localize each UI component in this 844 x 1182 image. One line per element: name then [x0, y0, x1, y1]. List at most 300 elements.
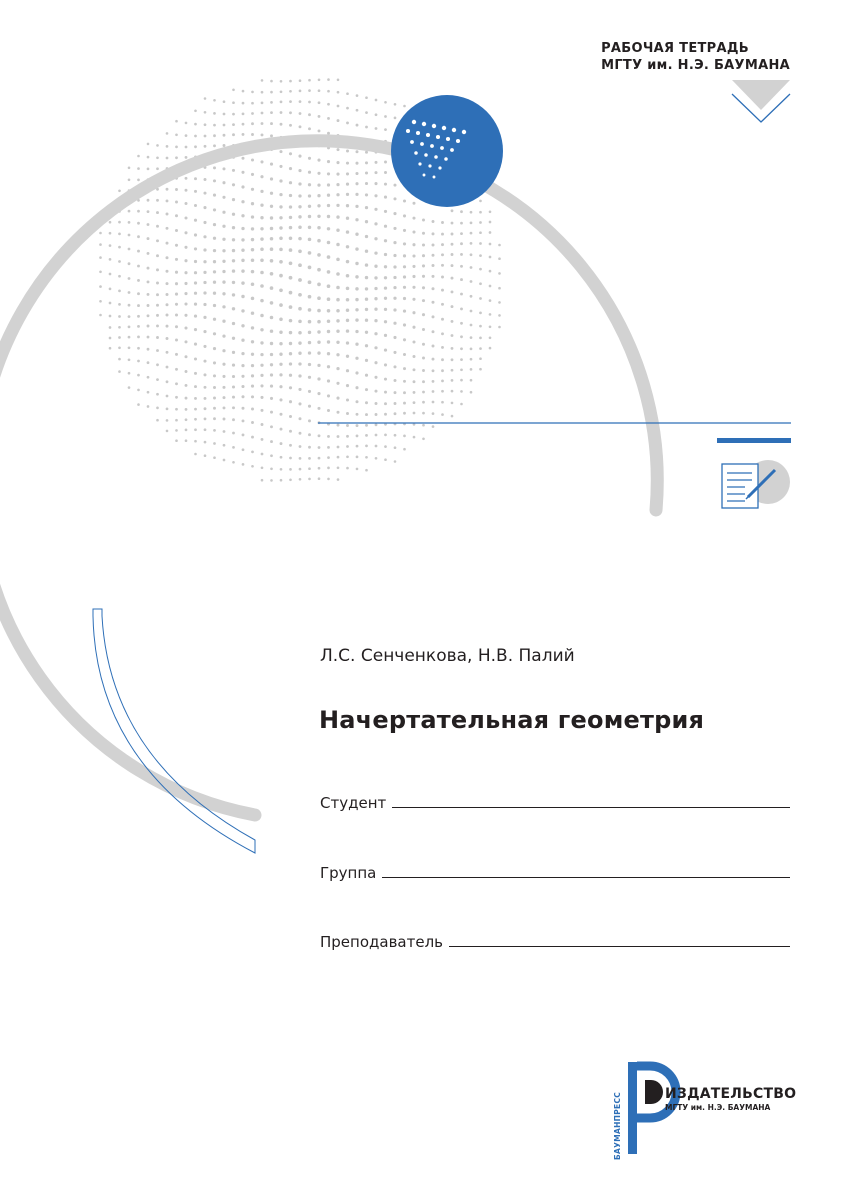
- sphere-dot: [222, 238, 225, 241]
- sphere-dot: [432, 315, 435, 318]
- blue-circle-dot: [412, 120, 416, 124]
- sphere-dot: [365, 126, 368, 129]
- sphere-dot: [203, 248, 206, 251]
- sphere-dot: [355, 318, 358, 321]
- sphere-dot: [204, 97, 207, 100]
- sphere-dot: [413, 436, 416, 439]
- sphere-dot: [413, 380, 416, 383]
- sphere-dot: [356, 94, 359, 97]
- sphere-dot: [346, 455, 349, 458]
- sphere-dot: [251, 436, 254, 439]
- sphere-dot: [317, 226, 320, 229]
- sphere-dot: [337, 446, 340, 449]
- sphere-dot: [470, 280, 473, 283]
- sphere-dot: [175, 368, 178, 371]
- sphere-dot: [194, 233, 197, 236]
- sphere-dot: [289, 305, 293, 309]
- sphere-dot: [203, 221, 206, 224]
- sphere-dot: [317, 283, 321, 287]
- sphere-dot: [412, 340, 415, 343]
- sphere-dot: [213, 361, 216, 364]
- sphere-dot: [393, 336, 396, 339]
- sphere-dot: [336, 397, 339, 400]
- sphere-dot: [317, 309, 321, 313]
- sphere-dot: [432, 330, 435, 333]
- sphere-dot: [470, 211, 473, 214]
- sphere-dot: [403, 391, 406, 394]
- sphere-dot: [308, 226, 311, 229]
- sphere-dot: [393, 365, 396, 368]
- sphere-dot: [109, 337, 112, 340]
- blue-circle: [391, 95, 503, 207]
- sphere-dot: [137, 315, 140, 318]
- sphere-dot: [393, 297, 396, 300]
- sphere-dot: [241, 157, 244, 160]
- sphere-dot: [441, 413, 444, 416]
- sphere-dot: [374, 332, 377, 335]
- sphere-dot: [241, 375, 244, 378]
- sphere-dot: [204, 111, 207, 114]
- sphere-dot: [251, 283, 255, 287]
- sphere-dot: [412, 243, 415, 246]
- blue-circle-dot: [452, 128, 456, 132]
- sphere-dot: [384, 286, 387, 289]
- sphere-dot: [422, 232, 425, 235]
- sphere-dot: [412, 326, 415, 329]
- blue-circle-dot: [428, 164, 431, 167]
- sphere-dot: [280, 80, 283, 83]
- group-line[interactable]: [382, 877, 790, 878]
- sphere-dot: [308, 183, 311, 186]
- sphere-dot: [156, 144, 159, 147]
- sphere-dot: [166, 132, 169, 135]
- sphere-dot: [241, 281, 244, 284]
- sphere-dot: [479, 368, 482, 371]
- sphere-dot: [175, 201, 178, 204]
- sphere-dot: [299, 445, 302, 448]
- sphere-dot: [166, 199, 169, 202]
- sphere-dot: [279, 363, 282, 366]
- sphere-dot: [156, 349, 159, 352]
- sphere-dot: [374, 182, 377, 185]
- sphere-dot: [441, 289, 444, 292]
- sphere-dot: [346, 92, 349, 95]
- sphere-dot: [470, 310, 473, 313]
- sphere-dot: [251, 173, 254, 176]
- sphere-dot: [460, 322, 463, 325]
- sphere-dot: [289, 478, 292, 481]
- sphere-dot: [222, 320, 225, 323]
- sphere-dot: [175, 408, 178, 411]
- sphere-dot: [355, 193, 358, 196]
- sphere-dot: [479, 312, 482, 315]
- sphere-dot: [308, 433, 311, 436]
- sphere-dot: [365, 250, 368, 253]
- sphere-dot: [175, 339, 178, 342]
- teacher-field[interactable]: [320, 929, 790, 951]
- sphere-dot: [270, 286, 274, 290]
- sphere-dot: [393, 308, 396, 311]
- blue-circle-dot: [450, 148, 454, 152]
- sphere-dot: [365, 235, 368, 238]
- sphere-dot: [204, 454, 207, 457]
- sphere-dot: [147, 376, 150, 379]
- sphere-dot: [232, 249, 235, 252]
- sphere-dot: [412, 230, 415, 233]
- series-line-1: РАБОЧАЯ ТЕТРАДЬ: [601, 41, 749, 56]
- sphere-dot: [109, 273, 112, 276]
- sphere-dot: [279, 150, 282, 153]
- sphere-dot: [156, 239, 159, 242]
- sphere-dot: [185, 189, 188, 192]
- sphere-dot: [498, 301, 501, 304]
- sphere-dot: [299, 478, 302, 481]
- sphere-dot: [261, 409, 264, 412]
- blue-circle-dot: [424, 153, 428, 157]
- sphere-dot: [166, 314, 169, 317]
- sphere-dot: [365, 161, 368, 164]
- sphere-dot: [118, 290, 121, 293]
- sphere-dot: [289, 457, 292, 460]
- sphere-dot: [403, 242, 406, 245]
- sphere-dot: [355, 400, 358, 403]
- sphere-dot: [194, 204, 197, 207]
- sphere-dot: [346, 204, 349, 207]
- sphere-dot: [261, 479, 264, 482]
- sphere-dot: [241, 200, 244, 203]
- sphere-dot: [261, 122, 264, 125]
- sphere-dot: [460, 278, 463, 281]
- sphere-dot: [166, 430, 169, 433]
- sphere-dot: [451, 415, 454, 418]
- sphere-dot: [185, 418, 188, 421]
- sphere-dot: [289, 152, 292, 155]
- student-field[interactable]: [320, 790, 790, 812]
- sphere-dot: [356, 456, 359, 459]
- sphere-dot: [251, 102, 254, 105]
- sphere-dot: [336, 215, 339, 218]
- sphere-dot: [479, 297, 482, 300]
- sphere-dot: [327, 172, 330, 175]
- blue-circle-dot: [426, 133, 430, 137]
- sphere-dot: [451, 209, 454, 212]
- sphere-dot: [194, 357, 197, 360]
- sphere-dot: [242, 448, 245, 451]
- sphere-dot: [279, 342, 282, 345]
- sphere-dot: [270, 397, 273, 400]
- sphere-dot: [184, 231, 187, 234]
- sphere-dot: [232, 322, 235, 325]
- sphere-dot: [298, 362, 301, 365]
- sphere-dot: [451, 243, 454, 246]
- sphere-dot: [346, 329, 349, 332]
- sphere-dot: [365, 401, 368, 404]
- sphere-dot: [365, 445, 368, 448]
- sphere-dot: [317, 296, 321, 300]
- sphere-dot: [479, 200, 482, 203]
- sphere-dot: [270, 411, 273, 414]
- sphere-dot: [270, 373, 273, 376]
- sphere-dot: [308, 79, 311, 82]
- sphere-dot: [384, 210, 387, 213]
- sphere-dot: [403, 338, 406, 341]
- sphere-dot: [175, 313, 178, 316]
- sphere-dot: [166, 395, 169, 398]
- sphere-dot: [137, 222, 140, 225]
- sphere-dot: [432, 380, 435, 383]
- sphere-dot: [327, 90, 330, 93]
- sphere-dot: [241, 395, 244, 398]
- sphere-dot: [204, 428, 207, 431]
- sphere-dot: [184, 282, 187, 285]
- sphere-dot: [308, 478, 311, 481]
- series-label: [601, 40, 790, 74]
- sphere-dot: [185, 355, 188, 358]
- sphere-dot: [137, 403, 140, 406]
- sphere-dot: [336, 193, 339, 196]
- sphere-dot: [412, 254, 415, 257]
- sphere-dot: [346, 341, 349, 344]
- sphere-dot: [451, 402, 454, 405]
- sphere-dot: [118, 358, 121, 361]
- sphere-dot: [374, 171, 377, 174]
- sphere-dot: [308, 194, 311, 197]
- sphere-dot: [232, 396, 235, 399]
- sphere-dot: [137, 336, 140, 339]
- sphere-dot: [308, 127, 311, 130]
- sphere-dot: [204, 145, 207, 148]
- sphere-dot: [327, 103, 330, 106]
- sphere-dot: [204, 441, 207, 444]
- sphere-dot: [460, 379, 463, 382]
- sphere-dot: [251, 374, 254, 377]
- sphere-dot: [460, 368, 463, 371]
- sphere-dot: [422, 401, 425, 404]
- sphere-dot: [156, 314, 159, 317]
- sphere-dot: [336, 173, 339, 176]
- sphere-dot: [337, 119, 340, 122]
- sphere-dot: [327, 132, 330, 135]
- sphere-dot: [99, 243, 102, 246]
- blue-circle-dot: [423, 174, 426, 177]
- sphere-dot: [213, 304, 216, 307]
- sphere-dot: [184, 271, 187, 274]
- sphere-dot: [241, 352, 244, 355]
- sphere-dot: [289, 352, 292, 355]
- sphere-dot: [308, 280, 312, 284]
- sphere-dot: [384, 171, 387, 174]
- sphere-dot: [470, 295, 473, 298]
- sphere-dot: [451, 379, 454, 382]
- sphere-dot: [298, 320, 302, 324]
- sphere-dot: [260, 190, 263, 193]
- sphere-dot: [422, 299, 425, 302]
- sphere-dot: [241, 238, 244, 241]
- sphere-dot: [242, 407, 245, 410]
- sphere-dot: [166, 325, 169, 328]
- sphere-dot: [232, 351, 235, 354]
- sphere-dot: [128, 326, 131, 329]
- sphere-dot: [451, 358, 454, 361]
- sphere-dot: [166, 227, 169, 230]
- sphere-dot: [222, 167, 225, 170]
- sphere-dot: [270, 316, 274, 320]
- sphere-dot: [441, 332, 444, 335]
- sphere-dot: [194, 440, 197, 443]
- sphere-dot: [374, 287, 377, 290]
- sphere-dot: [346, 298, 350, 302]
- sphere-dot: [270, 342, 273, 345]
- sphere-dot: [355, 172, 358, 175]
- sphere-dot: [403, 275, 406, 278]
- blue-circle-dot: [410, 140, 414, 144]
- sphere-dot: [251, 340, 254, 343]
- sphere-dot: [479, 337, 482, 340]
- sphere-dot: [241, 214, 244, 217]
- sphere-dot: [213, 223, 216, 226]
- sphere-dot: [222, 181, 225, 184]
- sphere-dot: [432, 254, 435, 257]
- sphere-dot: [317, 364, 320, 367]
- sphere-dot: [242, 123, 245, 126]
- sphere-dot: [289, 319, 293, 323]
- sphere-dot: [431, 287, 434, 290]
- sphere-dot: [109, 232, 112, 235]
- sphere-dot: [394, 117, 397, 120]
- sphere-dot: [147, 252, 150, 255]
- outlined-curve-stripe: [93, 609, 255, 853]
- sphere-dot: [223, 418, 226, 421]
- sphere-dot: [223, 459, 226, 462]
- sphere-dot: [317, 253, 321, 257]
- sphere-dot: [203, 291, 206, 294]
- sphere-dot: [241, 227, 244, 230]
- sphere-dot: [337, 456, 340, 459]
- sphere-dot: [346, 467, 349, 470]
- sphere-dot: [109, 221, 112, 224]
- blue-circle-dot: [430, 144, 434, 148]
- sphere-dot: [489, 256, 492, 259]
- sphere-dot: [270, 440, 273, 443]
- teacher-line[interactable]: [449, 946, 790, 947]
- sphere-dot: [308, 320, 312, 324]
- sphere-dot: [147, 280, 150, 283]
- sphere-dot: [308, 295, 312, 299]
- sphere-dot: [432, 390, 435, 393]
- sphere-dot: [289, 237, 293, 241]
- sphere-dot: [289, 331, 292, 334]
- sphere-dot: [489, 325, 492, 328]
- sphere-dot: [365, 344, 368, 347]
- sphere-dot: [460, 347, 463, 350]
- sphere-dot: [308, 171, 311, 174]
- sphere-dot: [109, 258, 112, 261]
- sphere-dot: [384, 196, 387, 199]
- sphere-dot: [327, 194, 330, 197]
- sphere-dot: [223, 100, 226, 103]
- student-line[interactable]: [392, 807, 790, 808]
- sphere-dot: [403, 435, 406, 438]
- sphere-dot: [422, 275, 425, 278]
- sphere-dot: [337, 79, 340, 82]
- sphere-dot: [327, 409, 330, 412]
- sphere-dot: [374, 361, 377, 364]
- sphere-dot: [365, 456, 368, 459]
- sphere-dot: [327, 215, 330, 218]
- sphere-dot: [232, 461, 235, 464]
- sphere-dot: [204, 123, 207, 126]
- sphere-dot: [308, 251, 312, 255]
- sphere-dot: [308, 89, 311, 92]
- sphere-dot: [355, 262, 358, 265]
- sphere-dot: [251, 395, 254, 398]
- publisher-block: [665, 1086, 795, 1112]
- sphere-dot: [251, 158, 254, 161]
- sphere-dot: [374, 346, 377, 349]
- sphere-dot: [337, 424, 340, 427]
- sphere-dot: [327, 204, 330, 207]
- sphere-dot: [270, 122, 273, 125]
- sphere-dot: [317, 320, 321, 324]
- sphere-dot: [441, 358, 444, 361]
- sphere-dot: [355, 182, 358, 185]
- sphere-dot: [118, 246, 121, 249]
- sphere-dot: [299, 100, 302, 103]
- sphere-dot: [128, 167, 131, 170]
- sphere-dot: [318, 446, 321, 449]
- sphere-dot: [260, 353, 263, 356]
- sphere-dot: [498, 326, 501, 329]
- sphere-dot: [299, 90, 302, 93]
- sphere-dot: [336, 161, 339, 164]
- sphere-dot: [317, 407, 320, 410]
- sphere-dot: [118, 370, 121, 373]
- sphere-dot: [241, 339, 244, 342]
- sphere-dot: [137, 304, 140, 307]
- sphere-dot: [242, 133, 245, 136]
- sphere-dot: [308, 157, 311, 160]
- sphere-dot: [128, 277, 131, 280]
- sphere-dot: [289, 400, 292, 403]
- sphere-dot: [460, 265, 463, 268]
- sphere-dot: [403, 286, 406, 289]
- sphere-dot: [298, 215, 301, 218]
- sphere-dot: [289, 342, 292, 345]
- sphere-dot: [489, 347, 492, 350]
- sphere-dot: [203, 206, 206, 209]
- sphere-dot: [374, 237, 377, 240]
- sphere-dot: [241, 269, 244, 272]
- sphere-dot: [308, 405, 311, 408]
- sphere-dot: [280, 428, 283, 431]
- sphere-dot: [232, 446, 235, 449]
- sphere-dot: [194, 453, 197, 456]
- sphere-dot: [270, 111, 273, 114]
- sphere-dot: [270, 385, 273, 388]
- sphere-dot: [489, 285, 492, 288]
- group-field[interactable]: [320, 860, 790, 882]
- sphere-dot: [327, 340, 330, 343]
- sphere-dot: [479, 242, 482, 245]
- sphere-dot: [403, 199, 406, 202]
- sphere-dot: [451, 390, 454, 393]
- sphere-dot: [432, 401, 435, 404]
- sphere-dot: [327, 78, 330, 81]
- sphere-dot: [251, 248, 254, 251]
- sphere-dot: [355, 343, 358, 346]
- sphere-dot: [232, 281, 235, 284]
- sphere-dot: [251, 408, 254, 411]
